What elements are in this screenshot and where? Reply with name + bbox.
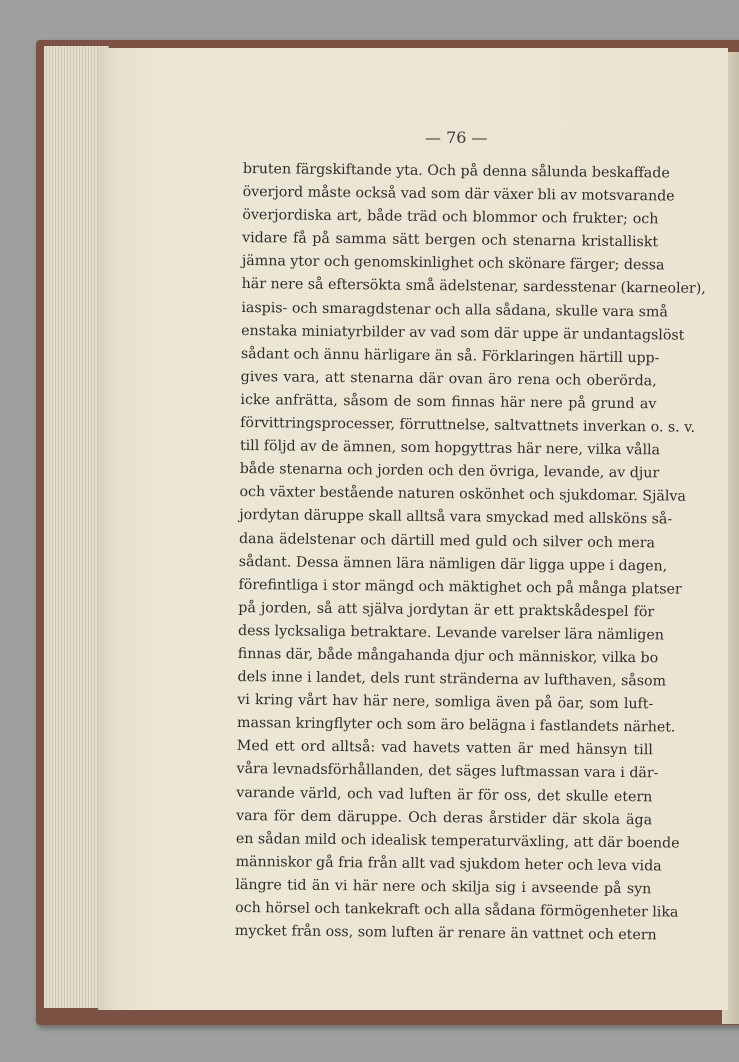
text-line: och hörsel och tankekraft och alla sådana förmögenheter lika [235, 899, 679, 921]
text-line: gives vara, att stenarna där ovan äro rena och oberörda, [240, 368, 657, 390]
text-line: både stenarna och jorden och den övriga, levande, av djur [239, 461, 660, 482]
text-line: iaspis- och smaragdstenar och alla sådana, skulle vara små [241, 299, 668, 321]
page-number: — 76 — [425, 128, 488, 147]
text-line: människor gå fria från allt vad sjukdom heter och leva vida [235, 853, 662, 875]
text-line: här nere så eftersökta små ädelstenar, sardesstenar (karneoler), [241, 276, 706, 298]
text-line: överjord måste också vad som där växer bli av motsvarande [242, 184, 675, 205]
text-line: dels inne i landet, dels runt stränderna av lufthaven, såsom [237, 669, 667, 690]
text-line: vidare få på samma sätt bergen och stenarna kristalliskt [242, 230, 659, 251]
text-line: massan kringflyter och som äro belägna i fastlandets närhet. [236, 715, 676, 736]
text-line: våra levnadsförhållanden, det säges luftmassan vara i där- [236, 761, 659, 782]
text-line: icke anfrätta, såsom de som finnas här nere på grund av [240, 391, 657, 413]
text-line: till följd av de ämnen, som hopgyttras här nere, vilka vålla [239, 438, 661, 459]
text-line: jordytan däruppe skall alltså vara smyckad med allsköns så- [239, 507, 673, 528]
text-line: bruten färgskiftande yta. Och på denna sålunda beskaffade [242, 160, 670, 182]
text-line: mycket från oss, som luften är renare än vattnet och etern [234, 923, 657, 944]
body-text [234, 158, 706, 948]
text-line: förvittringsprocesser, förruttnelse, saltvattnets inverkan o. s. v. [240, 415, 696, 436]
text-line: förefintliga i stor mängd och mäktighet och på många platser [238, 576, 682, 598]
text-line: längre tid än vi här nere och skilja sig i avseende på syn [235, 876, 652, 898]
text-line: en sådan mild och idealisk temperaturväxling, att där boende [235, 830, 680, 852]
text-line: vara för dem däruppe. Och deras årstider där skola äga [236, 807, 653, 828]
text-line: sådant. Dessa ämnen lära nämligen där ligga uppe i dagen, [238, 553, 668, 575]
text-line: finnas där, både mångahanda djur och människor, vilka bo [237, 645, 659, 667]
text-line: Med ett ord alltså: vad havets vatten är med hänsyn till [236, 738, 653, 759]
text-line: sådant och ännu härligare än så. Förklaringen härtill upp- [240, 345, 660, 367]
text-line: enstaka miniatyrbilder av vad som där uppe är undantagslöst [241, 322, 685, 344]
text-line: vi kring vårt hav här nere, somliga även på öar, som luft- [237, 692, 654, 713]
text-line: jämna ytor och genomskinlighet och skönare färger; dessa [241, 253, 665, 274]
text-line: dess lycksaliga betraktare. Levande varelser lära nämligen [237, 622, 665, 644]
text-line: dana ädelstenar och därtill med guld och silver och mera [238, 530, 656, 551]
text-line: och växter bestående naturen oskönhet och sjukdomar. Själva [239, 484, 687, 505]
text-line: varande värld, och vad luften är för oss, det skulle etern [236, 784, 653, 805]
text-line: på jorden, så att själva jordytan är ett praktskådespel för [238, 599, 655, 621]
text-line: överjordiska art, både träd och blommor och frukter; och [242, 207, 659, 228]
